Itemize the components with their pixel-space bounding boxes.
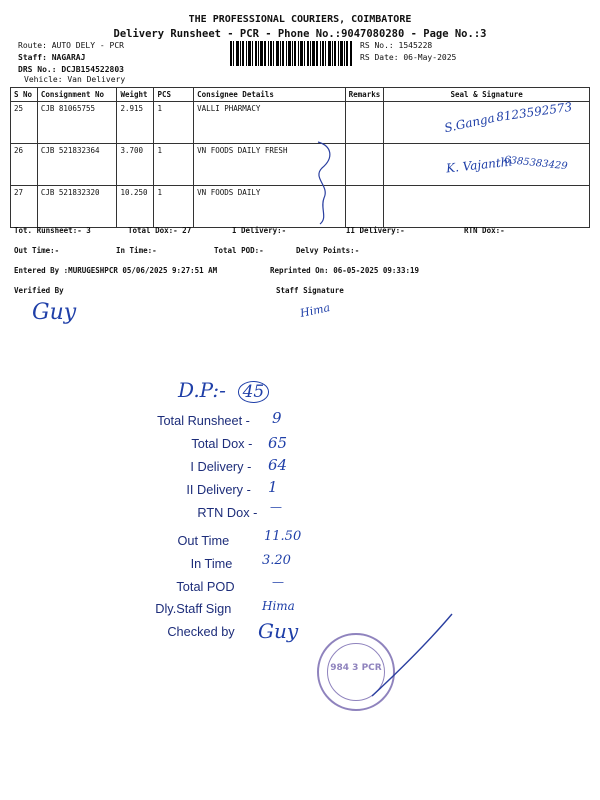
out-time: Out Time:- [14,246,60,255]
form-label-out-time: Out Time [177,534,230,548]
form-value-total-pod: — [272,575,284,589]
cell-remarks [345,186,384,228]
table-row [11,186,590,228]
total-dox: Total Dox:- 27 [128,226,192,235]
cell-remarks [345,144,384,186]
form-value-checked-by: Guy [258,619,299,643]
dp-value: 45 [238,381,270,403]
total-pod: Total POD:- [214,246,264,255]
rs-number: RS No.: 1545228 [360,41,433,50]
drs-number: DRS No.: DCJB154522803 [18,65,124,74]
handwritten-signature-name: S.Ganga [443,110,497,136]
form-value-i-delivery: 64 [268,456,288,474]
cell-weight: 2.915 [117,102,154,144]
verified-by-label: Verified By [14,286,64,295]
cell-pcs: 1 [154,186,194,228]
col-pcs: PCS [154,88,194,102]
seal-text: 984 3 PCR [330,663,382,673]
form-value-out-time: 11.50 [264,529,302,544]
cell-signature [384,144,590,186]
cell-consignee: VN FOODS DAILY FRESH [194,144,345,186]
cell-consignment: CJB 521832320 [37,186,117,228]
delvy-points: Delvy Points:- [296,246,360,255]
form-value-total-dox: 65 [268,434,288,452]
in-time: In Time:- [116,246,157,255]
col-weight: Weight [117,88,154,102]
runsheet-title: Delivery Runsheet - PCR - Phone No.:9047080280 - Page No.:3 [113,28,487,40]
verified-initials: Guy [32,300,77,325]
cell-consignee: VN FOODS DAILY [194,186,345,228]
cell-pcs: 1 [154,102,194,144]
company-name: THE PROFESSIONAL COURIERS, COIMBATORE [188,14,412,25]
form-label-ii-delivery: II Delivery - [186,483,251,497]
col-consignment: Consignment No [37,88,117,102]
form-value-in-time: 3.20 [262,553,291,568]
form-label-i-delivery: I Delivery - [190,460,252,474]
dp-heading [178,378,269,403]
barcode [230,41,352,66]
dp-label: D.P:- [178,378,226,402]
form-label-rtn-dox: RTN Dox - [197,506,258,520]
runsheet-table [10,87,590,228]
handwritten-phone: 6385383429 [503,154,569,173]
col-remarks: Remarks [345,88,384,102]
handwritten-phone: 8123592573 [495,99,574,125]
handwritten-signature-name: K. Vajanthi [445,154,514,176]
staff-signature-label: Staff Signature [276,286,344,295]
cell-sno: 25 [11,102,38,144]
form-label-total-pod: Total POD [176,580,235,594]
seal-signature-stroke [370,610,460,700]
table-row [11,144,590,186]
cell-consignment: CJB 81065755 [37,102,117,144]
entered-by: Entered By :MURUGESHPCR 05/06/2025 9:27:51 AM [14,266,218,275]
cell-remarks [345,102,384,144]
form-label-in-time: In Time [190,557,233,571]
vehicle: Vehicle: Van Delivery [24,75,126,84]
table-row [11,102,590,144]
table-header-row [11,88,590,102]
form-label-total-runsheet: Total Runsheet - [157,414,250,428]
staff: Staff: NAGARAJ [18,53,86,62]
cell-weight: 10.250 [117,186,154,228]
form-label-checked-by: Checked by [167,625,235,639]
col-sno: S No [11,88,38,102]
rtn-dox: RTN Dox:- [464,226,505,235]
cell-weight: 3.700 [117,144,154,186]
cell-pcs: 1 [154,144,194,186]
cell-consignee: VALLI PHARMACY [194,102,345,144]
form-value-total-runsheet: 9 [272,409,282,427]
cell-signature [384,99,590,144]
col-seal-signature: Seal & Signature [384,88,590,102]
form-value-ii-delivery: 1 [268,478,278,496]
route: Route: AUTO DELY - PCR [18,41,124,50]
form-label-dly-staff-sign: Dly.Staff Sign [155,602,232,616]
rs-date: RS Date: 06-May-2025 [360,53,457,62]
form-value-dly-staff-sign: Hima [262,599,295,613]
reprinted-on: Reprinted On: 06-05-2025 09:33:19 [270,266,420,275]
staff-initials: Hima [298,301,332,320]
col-consignee: Consignee Details [194,88,345,102]
form-value-rtn-dox: — [270,500,282,514]
ii-delivery: II Delivery:- [346,226,405,235]
cell-sno: 27 [11,186,38,228]
cell-sno: 26 [11,144,38,186]
cell-signature [384,186,590,228]
cell-consignment: CJB 521832364 [37,144,117,186]
bracket-mark [308,138,338,226]
form-label-total-dox: Total Dox - [191,437,253,451]
tot-runsheet: Tot. Runsheet:- 3 [14,226,91,235]
i-delivery: I Delivery:- [232,226,287,235]
